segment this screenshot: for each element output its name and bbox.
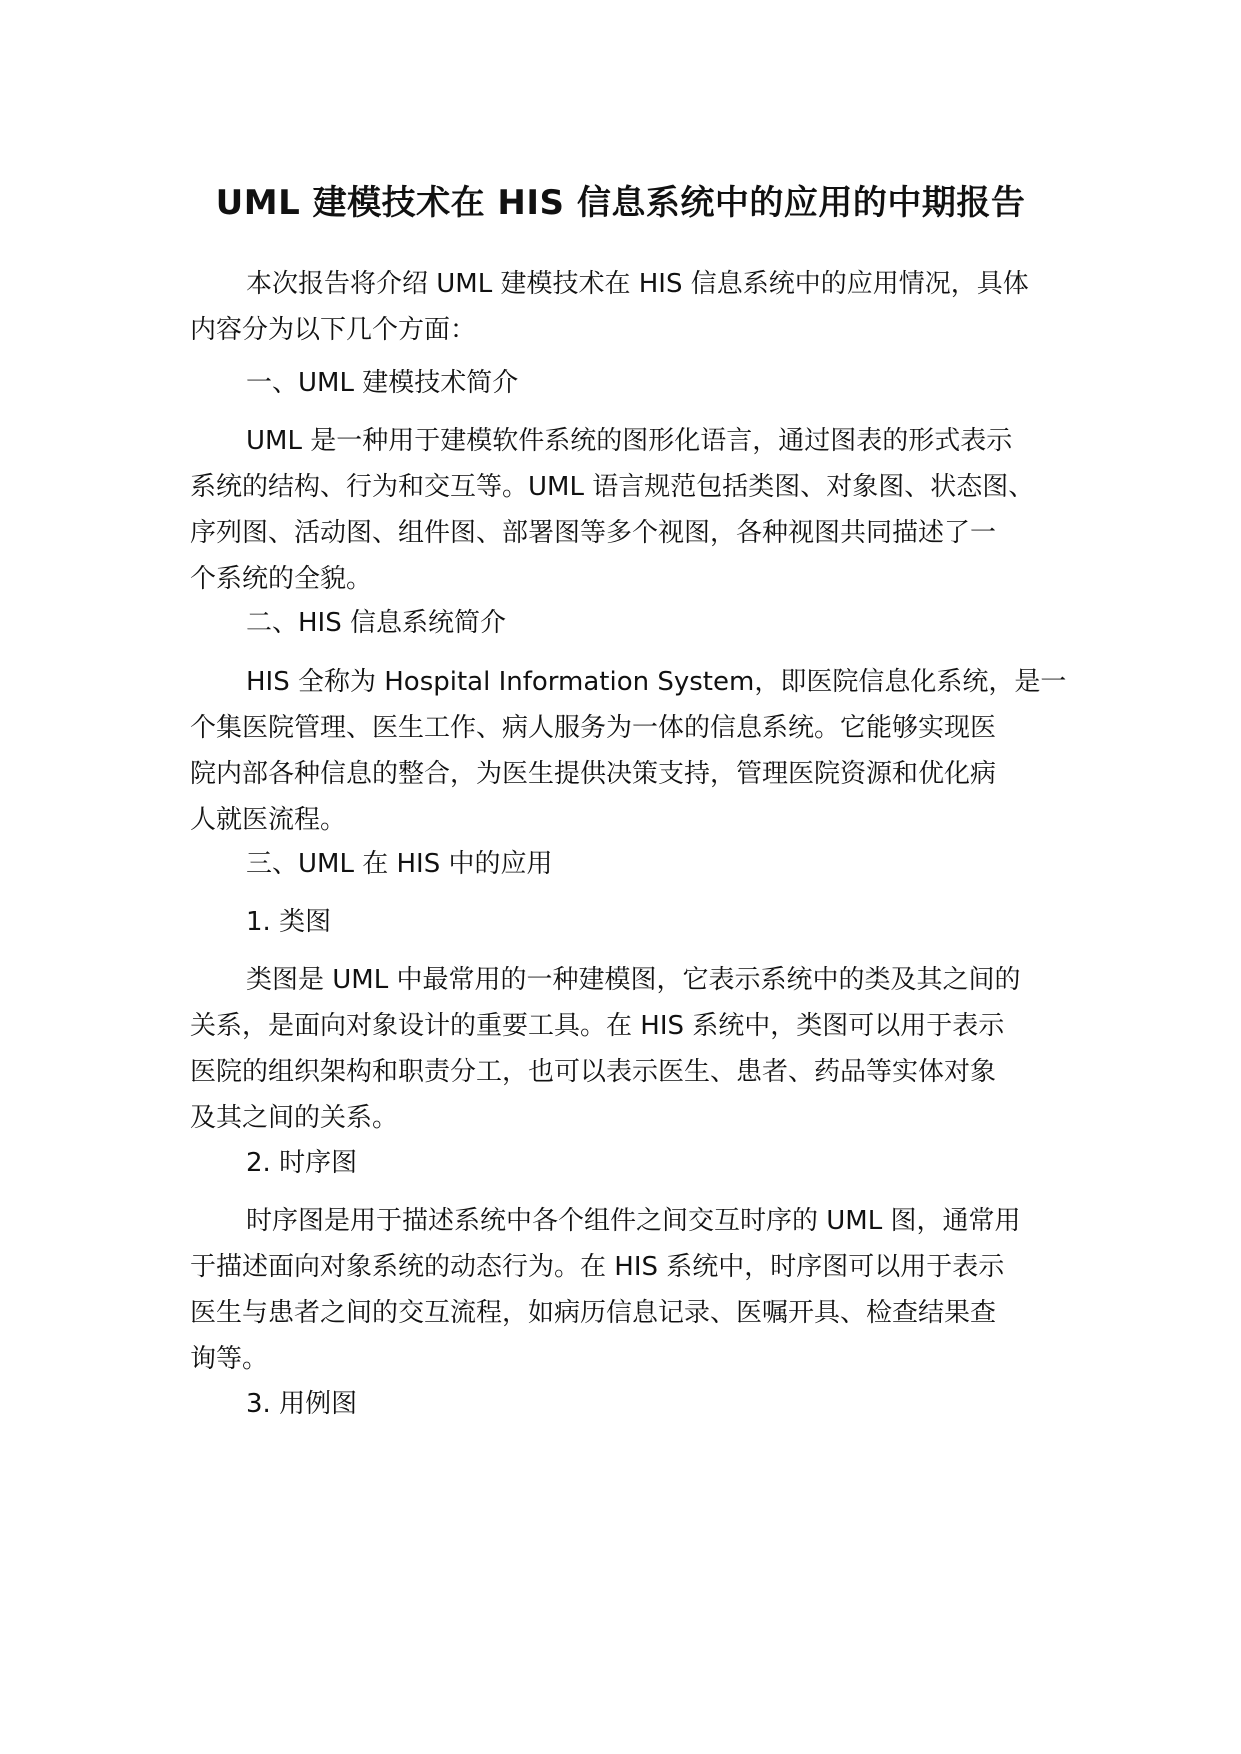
section-heading-his-intro: 二、HIS 信息系统简介 — [246, 608, 506, 638]
paragraph-line: 个集医院管理、医生工作、病人服务为一体的信息系统。它能够实现医 — [190, 713, 997, 743]
paragraph-line: 及其之间的关系。 — [190, 1103, 399, 1133]
subsection-heading-class-diagram: 1. 类图 — [246, 907, 332, 937]
paragraph-line: 序列图、活动图、组件图、部署图等多个视图，各种视图共同描述了一 — [190, 518, 997, 548]
subsection-heading-use-case-diagram: 3. 用例图 — [246, 1389, 358, 1419]
uml-intro-paragraph — [190, 418, 1050, 602]
paragraph-line: 时序图是用于描述系统中各个组件之间交互时序的 UML 图，通常用 — [246, 1206, 1021, 1236]
his-intro-paragraph — [190, 659, 1067, 843]
intro-paragraph — [190, 261, 1050, 353]
paragraph-line: 关系，是面向对象设计的重要工具。在 HIS 系统中，类图可以用于表示 — [190, 1011, 1005, 1041]
paragraph-line: 询等。 — [190, 1344, 269, 1374]
paragraph-line: 于描述面向对象系统的动态行为。在 HIS 系统中，时序图可以用于表示 — [190, 1252, 1005, 1282]
paragraph-line: 类图是 UML 中最常用的一种建模图，它表示系统中的类及其之间的 — [246, 965, 1021, 995]
paragraph-line: 人就医流程。 — [190, 805, 347, 835]
paragraph-line: 个系统的全貌。 — [190, 564, 373, 594]
sequence-diagram-paragraph — [190, 1198, 1050, 1382]
class-diagram-paragraph — [190, 957, 1050, 1141]
paragraph-line: UML 是一种用于建模软件系统的图形化语言，通过图表的形式表示 — [246, 426, 1013, 456]
paragraph-line: 医生与患者之间的交互流程，如病历信息记录、医嘱开具、检查结果查 — [190, 1298, 997, 1328]
paragraph-line: 院内部各种信息的整合，为医生提供决策支持，管理医院资源和优化病 — [190, 759, 997, 789]
section-heading-uml-in-his: 三、UML 在 HIS 中的应用 — [246, 849, 553, 879]
document-title: UML 建模技术在 HIS 信息系统中的应用的中期报告 — [215, 183, 1026, 223]
paragraph-line: HIS 全称为 Hospital Information System，即医院信息化系统，是一 — [246, 667, 1067, 697]
paragraph-line: 系统的结构、行为和交互等。UML 语言规范包括类图、对象图、状态图、 — [190, 472, 1035, 502]
paragraph-line: 内容分为以下几个方面： — [190, 315, 477, 345]
subsection-heading-sequence-diagram: 2. 时序图 — [246, 1148, 358, 1178]
section-heading-uml-intro: 一、UML 建模技术简介 — [246, 368, 519, 398]
paragraph-line: 本次报告将介绍 UML 建模技术在 HIS 信息系统中的应用情况，具体 — [246, 269, 1029, 299]
paragraph-line: 医院的组织架构和职责分工，也可以表示医生、患者、药品等实体对象 — [190, 1057, 997, 1087]
